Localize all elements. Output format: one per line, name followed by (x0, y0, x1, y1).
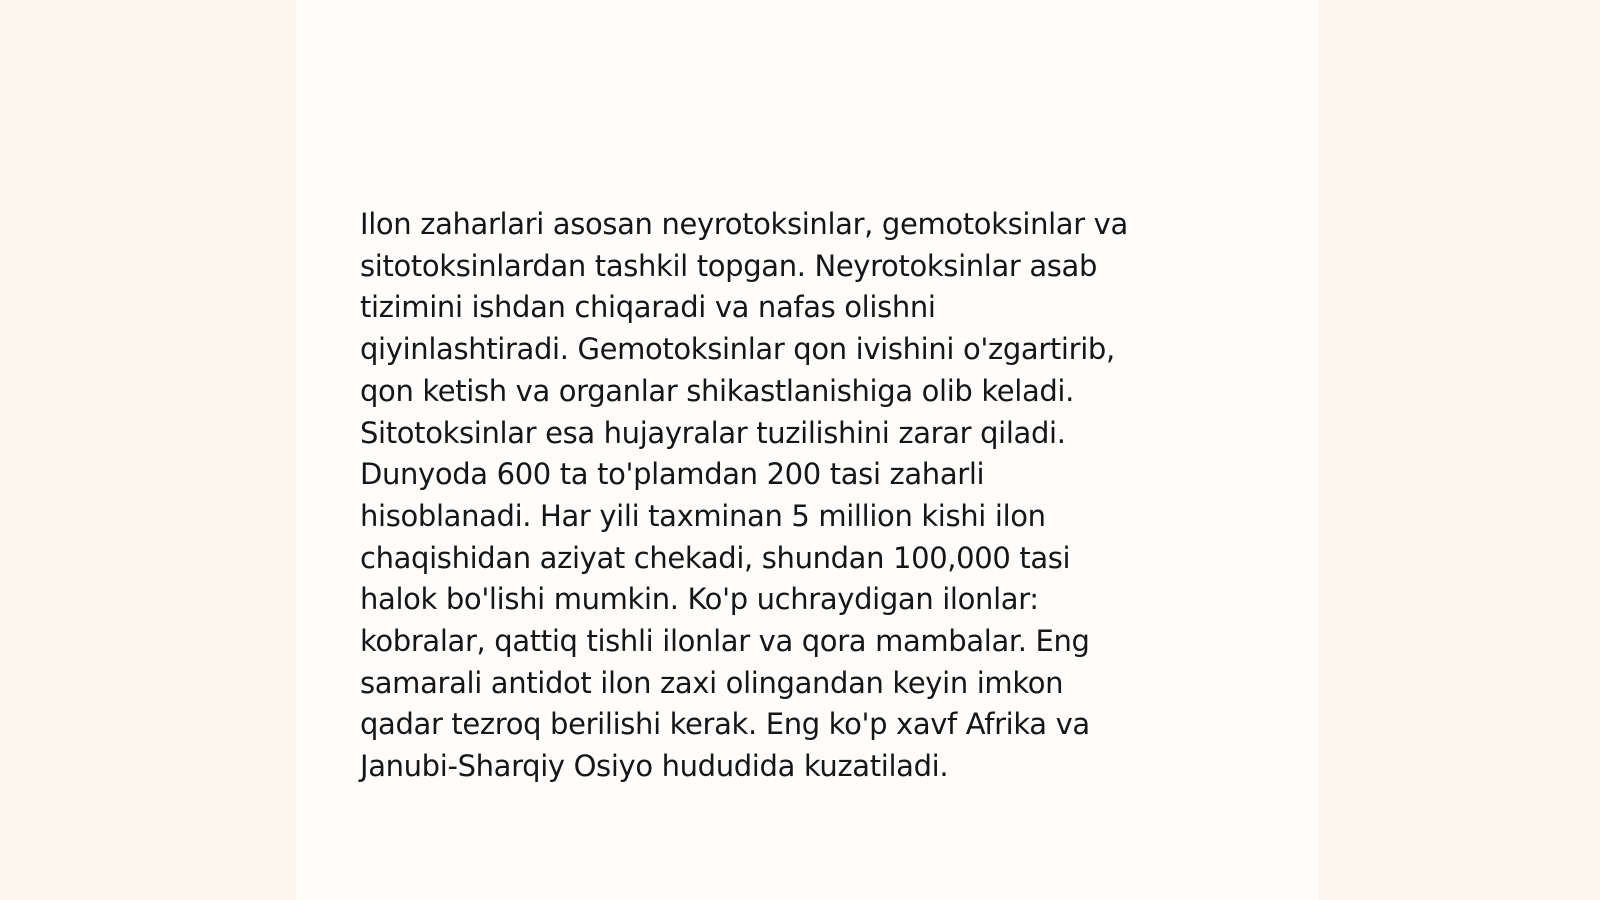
document-page (296, 0, 1319, 900)
body-paragraph: Ilon zaharlari asosan neyrotoksinlar, gemotoksinlar va sitotoksinlardan tashkil topgan. Neyrotoksinlar asab tizimini ishdan chiqaradi va nafas olishni qiyinlashtiradi. Gemotoksinlar qon ivishini o'zgartirib, qon ketish va organlar shikastlanishiga olib keladi. Sitotoksinlar esa hujayralar tuzilishini zarar qiladi. Dunyoda 600 ta to'plamdan 200 tasi zaharli hisoblanadi. Har yili taxminan 5 million kishi ilon chaqishidan aziyat chekadi, shundan 100,000 tasi halok bo'lishi mumkin. Ko'p uchraydigan ilonlar: kobralar, qattiq tishli ilonlar va qora mambalar. Eng samarali antidot ilon zaxi olingandan keyin imkon qadar tezroq berilishi kerak. Eng ko'p xavf Afrika va Janubi-Sharqiy Osiyo hududida kuzatiladi. (360, 207, 1128, 784)
